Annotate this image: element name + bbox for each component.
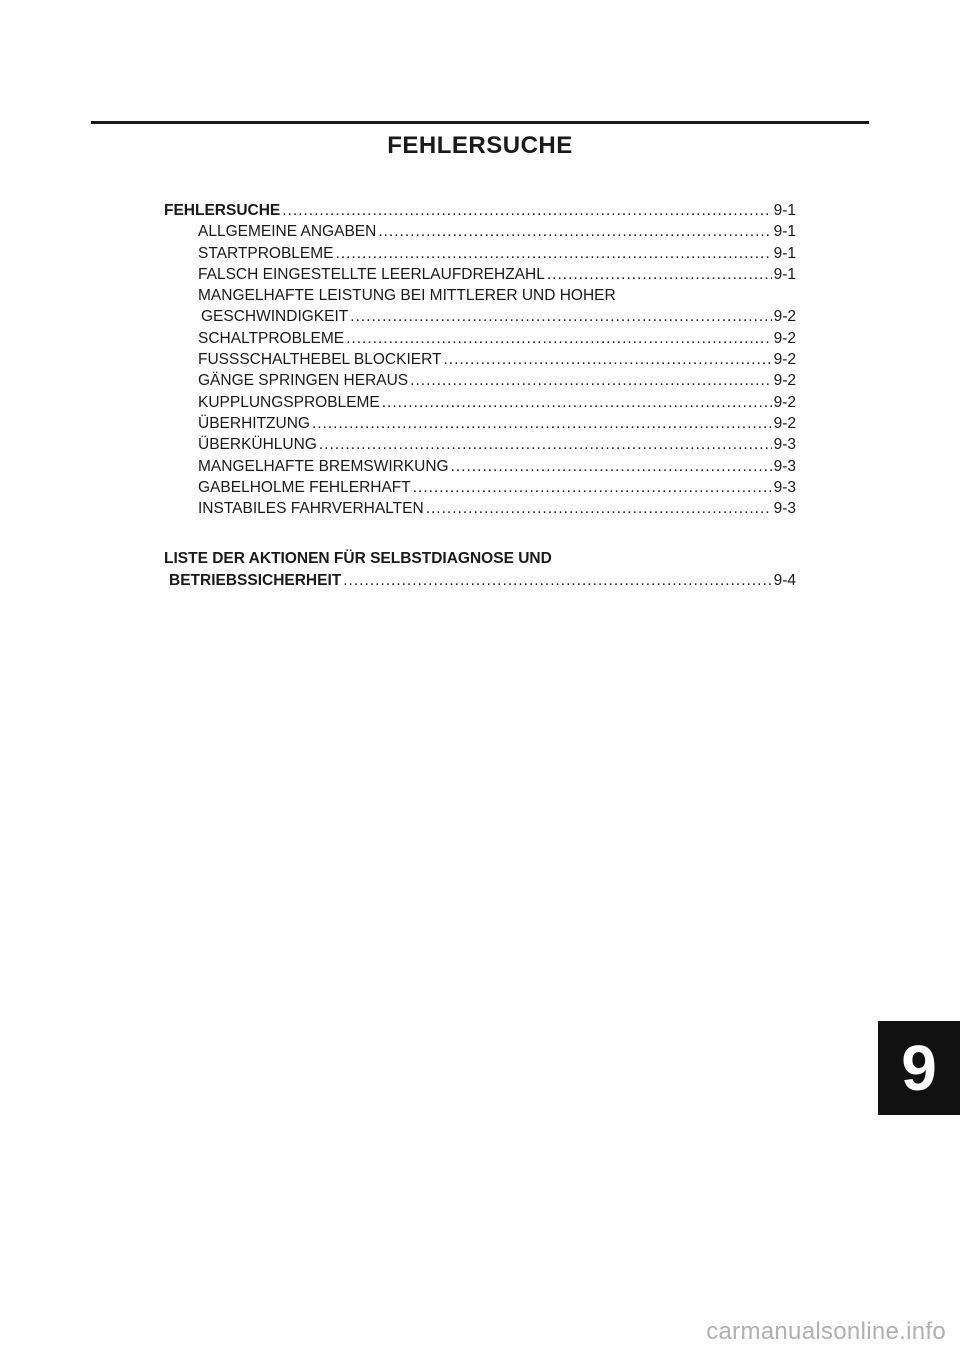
dot-leader bbox=[410, 370, 771, 391]
toc-entry-startprobleme[interactable] bbox=[164, 243, 796, 264]
dot-leader bbox=[413, 477, 772, 498]
toc-entry-label-continued: GESCHWINDIGKEIT bbox=[201, 308, 349, 326]
toc-entry-selbstdiagnose-cont[interactable] bbox=[164, 570, 796, 591]
toc-entry-page: 9-2 bbox=[773, 372, 796, 390]
toc-entry-label-continued: BETRIEBSSICHERHEIT bbox=[169, 571, 342, 589]
toc-entry-page: 9-2 bbox=[773, 329, 796, 347]
table-of-contents bbox=[164, 200, 796, 591]
toc-entry-page: 9-3 bbox=[773, 478, 796, 496]
dot-leader bbox=[350, 306, 771, 327]
header-rule bbox=[91, 121, 869, 124]
toc-entry-bremswirkung[interactable] bbox=[164, 456, 796, 477]
dot-leader bbox=[547, 264, 772, 285]
toc-entry-label: MANGELHAFTE LEISTUNG BEI MITTLERER UND HOHER bbox=[198, 287, 616, 305]
toc-entry-label: INSTABILES FAHRVERHALTEN bbox=[198, 500, 424, 518]
toc-entry-allgemeine-angaben[interactable] bbox=[164, 221, 796, 242]
toc-entry-selbstdiagnose[interactable] bbox=[164, 548, 796, 569]
dot-leader bbox=[451, 456, 772, 477]
toc-entry-fussschalthebel[interactable] bbox=[164, 349, 796, 370]
toc-entry-page: 9-1 bbox=[773, 202, 796, 219]
dot-leader bbox=[346, 328, 771, 349]
toc-entry-label: SCHALTPROBLEME bbox=[198, 329, 345, 347]
toc-entry-gabelholme[interactable] bbox=[164, 477, 796, 498]
toc-entry-label: ÜBERKÜHLUNG bbox=[198, 436, 317, 454]
dot-leader bbox=[382, 392, 772, 413]
dot-leader bbox=[426, 498, 772, 519]
toc-entry-mangelhafte-leistung-cont[interactable] bbox=[164, 306, 796, 327]
toc-entry-ueberhitzung[interactable] bbox=[164, 413, 796, 434]
toc-entry-page: 9-1 bbox=[773, 223, 796, 241]
toc-entry-ueberkuehlung[interactable] bbox=[164, 434, 796, 455]
dot-leader bbox=[443, 349, 771, 370]
dot-leader bbox=[319, 434, 772, 455]
toc-entry-label: GÄNGE SPRINGEN HERAUS bbox=[198, 372, 409, 390]
toc-entry-label: LISTE DER AKTIONEN FÜR SELBSTDIAGNOSE UND bbox=[164, 550, 552, 568]
page-title: FEHLERSUCHE bbox=[387, 132, 573, 159]
section-gap bbox=[164, 519, 796, 548]
toc-entry-page: 9-3 bbox=[773, 500, 796, 518]
toc-entry-label: FALSCH EINGESTELLTE LEERLAUFDREHZAHL bbox=[198, 265, 545, 283]
toc-entry-label: FEHLERSUCHE bbox=[164, 202, 281, 219]
toc-entry-page: 9-2 bbox=[773, 393, 796, 411]
dot-leader bbox=[343, 570, 771, 591]
toc-entry-leerlaufdrehzahl[interactable] bbox=[164, 264, 796, 285]
toc-entry-label: KUPPLUNGSPROBLEME bbox=[198, 393, 380, 411]
toc-entry-page: 9-1 bbox=[773, 265, 796, 283]
toc-entry-page: 9-2 bbox=[773, 351, 796, 369]
watermark: carmanualsonline.info bbox=[706, 1318, 946, 1345]
toc-entry-page: 9-3 bbox=[773, 436, 796, 454]
chapter-tab: 9 bbox=[878, 1021, 960, 1115]
toc-entry-fahrverhalten[interactable] bbox=[164, 498, 796, 519]
toc-entry-page: 9-2 bbox=[773, 308, 796, 326]
toc-entry-mangelhafte-leistung[interactable] bbox=[164, 285, 796, 306]
toc-entry-label: ÜBERHITZUNG bbox=[198, 414, 310, 432]
toc-entry-schaltprobleme[interactable] bbox=[164, 328, 796, 349]
dot-leader bbox=[312, 413, 772, 434]
toc-entry-label: GABELHOLME FEHLERHAFT bbox=[198, 478, 411, 496]
toc-entry-gaenge-springen[interactable] bbox=[164, 370, 796, 391]
toc-entry-kupplungsprobleme[interactable] bbox=[164, 392, 796, 413]
toc-entry-label: ALLGEMEINE ANGABEN bbox=[198, 223, 377, 241]
toc-entry-label: FUSSSCHALTHEBEL BLOCKIERT bbox=[198, 351, 442, 369]
toc-entry-page: 9-2 bbox=[773, 414, 796, 432]
toc-entry-fehlersuche[interactable] bbox=[164, 200, 796, 221]
dot-leader bbox=[336, 243, 772, 264]
dot-leader bbox=[378, 221, 771, 242]
toc-entry-label: STARTPROBLEME bbox=[198, 244, 334, 262]
toc-entry-page: 9-3 bbox=[773, 457, 796, 475]
toc-entry-label: MANGELHAFTE BREMSWIRKUNG bbox=[198, 457, 449, 475]
toc-entry-page: 9-4 bbox=[773, 571, 796, 589]
dot-leader bbox=[282, 200, 771, 221]
toc-entry-page: 9-1 bbox=[773, 244, 796, 262]
